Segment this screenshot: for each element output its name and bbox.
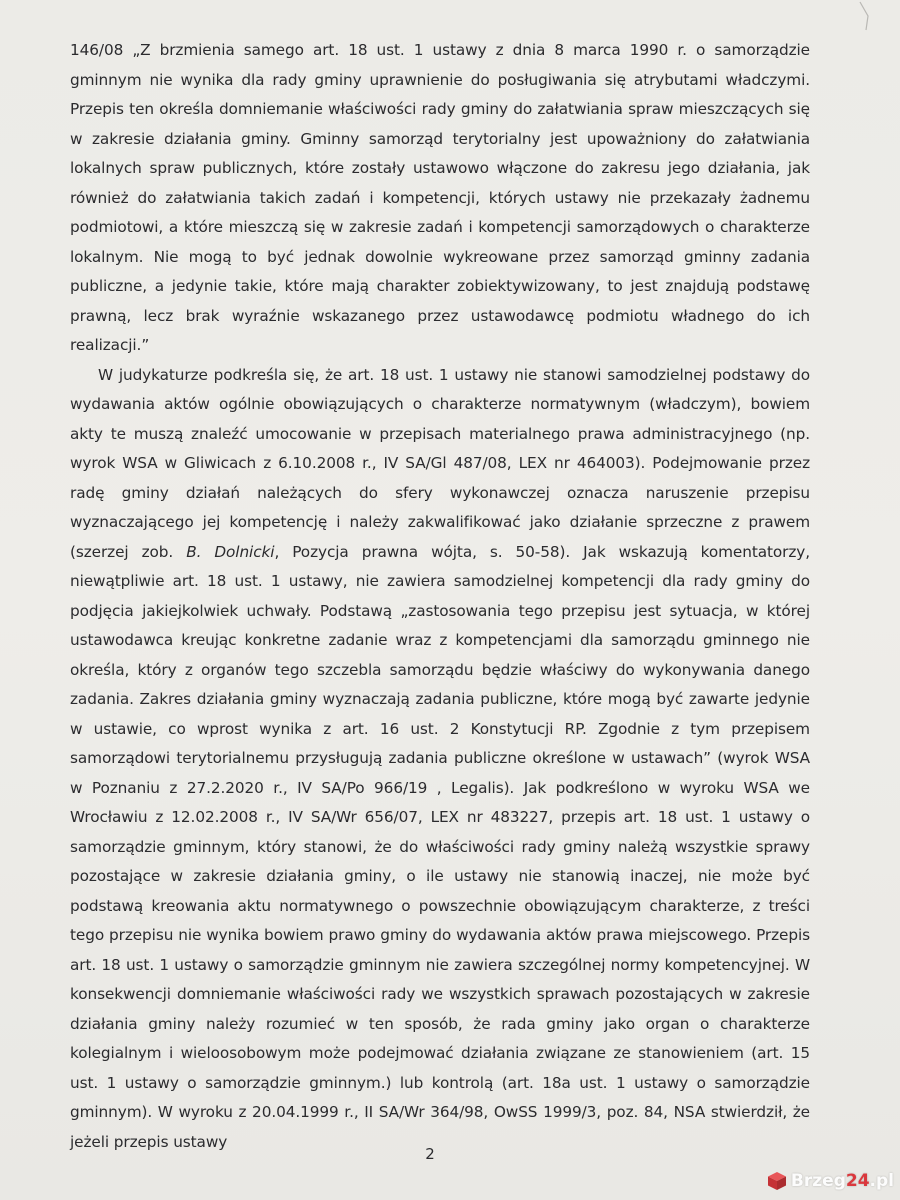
site-watermark bbox=[767, 1168, 894, 1194]
paragraph-jurisprudence bbox=[70, 361, 810, 1158]
page-number: 2 bbox=[425, 1145, 435, 1163]
watermark-text bbox=[791, 1171, 894, 1191]
author-name: B. Dolnicki bbox=[186, 542, 275, 561]
document-body bbox=[70, 36, 810, 1157]
watermark-number: 24 bbox=[845, 1171, 870, 1191]
paragraph-text-before: W judykaturze podkreśla się, że art. 18 ust. 1 ustawy nie stanowi samodzielnej podstawy do wydawania aktów ogólnie obowiązujących o charakterze normatywnym (władczym), bowiem akty te muszą znaleźć umocowanie w przepisach materialnego prawa administracyjnego (np. wyrok WSA w Gliwicach z 6.10.2008 r., IV SA/Gl 487/08, LEX nr 464003). Podejmowanie przez radę gminy działań należących do sfery wykonawczej oznacza naruszenie przepisu wyznaczającego jej kompetencję i należy zakwalifikować jako działanie sprzeczne z prawem (szerzej zob. bbox=[70, 365, 810, 561]
paragraph-quote bbox=[70, 36, 810, 361]
paragraph-quote-text: 146/08 „Z brzmienia samego art. 18 ust. 1 ustawy z dnia 8 marca 1990 r. o samorządzie gminnym nie wynika dla rady gminy uprawnienie do posługiwania się atrybutami władczymi. Przepis ten określa domniemanie właściwości rady gminy do załatwiania spraw mieszczących się w zakresie działania gminy. Gminny samorząd terytorialny jest upoważniony do załatwiania lokalnych spraw publicznych, które zostały ustawowo włączone do zakresu jego działania, jak również do załatwiania takich zadań i kompetencji, których ustawy nie przekazały żadnemu podmiotowi, a które mieszczą się w zakresie zadań i kompetencji samorządowych o charakterze lokalnym. Nie mogą to być jednak dowolnie wykreowane przez samorząd gminny zadania publiczne, a jedynie takie, które mają charakter zobiektywizowany, to jest znajdują podstawę prawną, lecz brak wyraźnie wskazanego przez ustawodawcę podmiotu władnego do ich realizacji.” bbox=[70, 41, 810, 354]
paragraph-text-after: , Pozycja prawna wójta, s. 50-58). Jak wskazują komentatorzy, niewątpliwie art. 18 ust. 1 ustawy, nie zawiera samodzielnej kompetencji dla rady gminy do podjęcia jakiejkolwiek uchwały. Podstawą „zastosowania tego przepisu jest sytuacja, w której ustawodawca kreując konkretne zadanie wraz z kompetencjami dla samorządu gminnego nie określa, który z organów tego szczebla samorządu będzie właściwy do wykonywania danego zadania. Zakres działania gminy wyznaczają zadania publiczne, które mogą być zawarte jedynie w ustawie, co wprost wynika z art. 16 ust. 2 Konstytucji RP. Zgodnie z tym przepisem samorządowi terytorialnemu przysługują zadania publiczne określone w ustawach” (wyrok WSA w Poznaniu z 27.2.2020 r., IV SA/Po 966/19 , Legalis). Jak podkreślono w wyroku WSA we Wrocławiu z 12.02.2008 r., IV SA/Wr 656/07, LEX nr 483227, przepis art. 18 ust. 1 ustawy o samorządzie gminnym, który stanowi, że do właściwości rady gminy należą wszystkie sprawy pozostające w zakresie działania gminy, o ile ustawy nie stanowią inaczej, nie może być podstawą kreowania aktu normatywnego o powszechnie obowiązującym charakterze, z treści tego przepisu nie wynika bowiem prawo gminy do wydawania aktów prawa miejscowego. Przepis art. 18 ust. 1 ustawy o samorządzie gminnym nie zawiera szczególnej normy kompetencyjnej. W konsekwencji domniemanie właściwości rady we wszystkich sprawach pozostających w zakresie działania gminy należy rozumieć w ten sposób, że rada gminy jako organ o charakterze kolegialnym i wieloosobowym może podejmować działania związane ze stanowieniem (art. 15 ust. 1 ustawy o samorządzie gminnym.) lub kontrolą (art. 18a ust. 1 ustawy o samorządzie gminnym). W wyroku z 20.04.1999 r., II SA/Wr 364/98, OwSS 1999/3, poz. 84, NSA stwierdził, że jeżeli przepis ustawy bbox=[70, 542, 810, 1151]
watermark-name: Brzeg bbox=[790, 1171, 846, 1191]
cube-logo-icon bbox=[767, 1171, 787, 1191]
page-corner-mark-icon bbox=[822, 0, 882, 40]
watermark-tld: .pl bbox=[869, 1171, 894, 1191]
